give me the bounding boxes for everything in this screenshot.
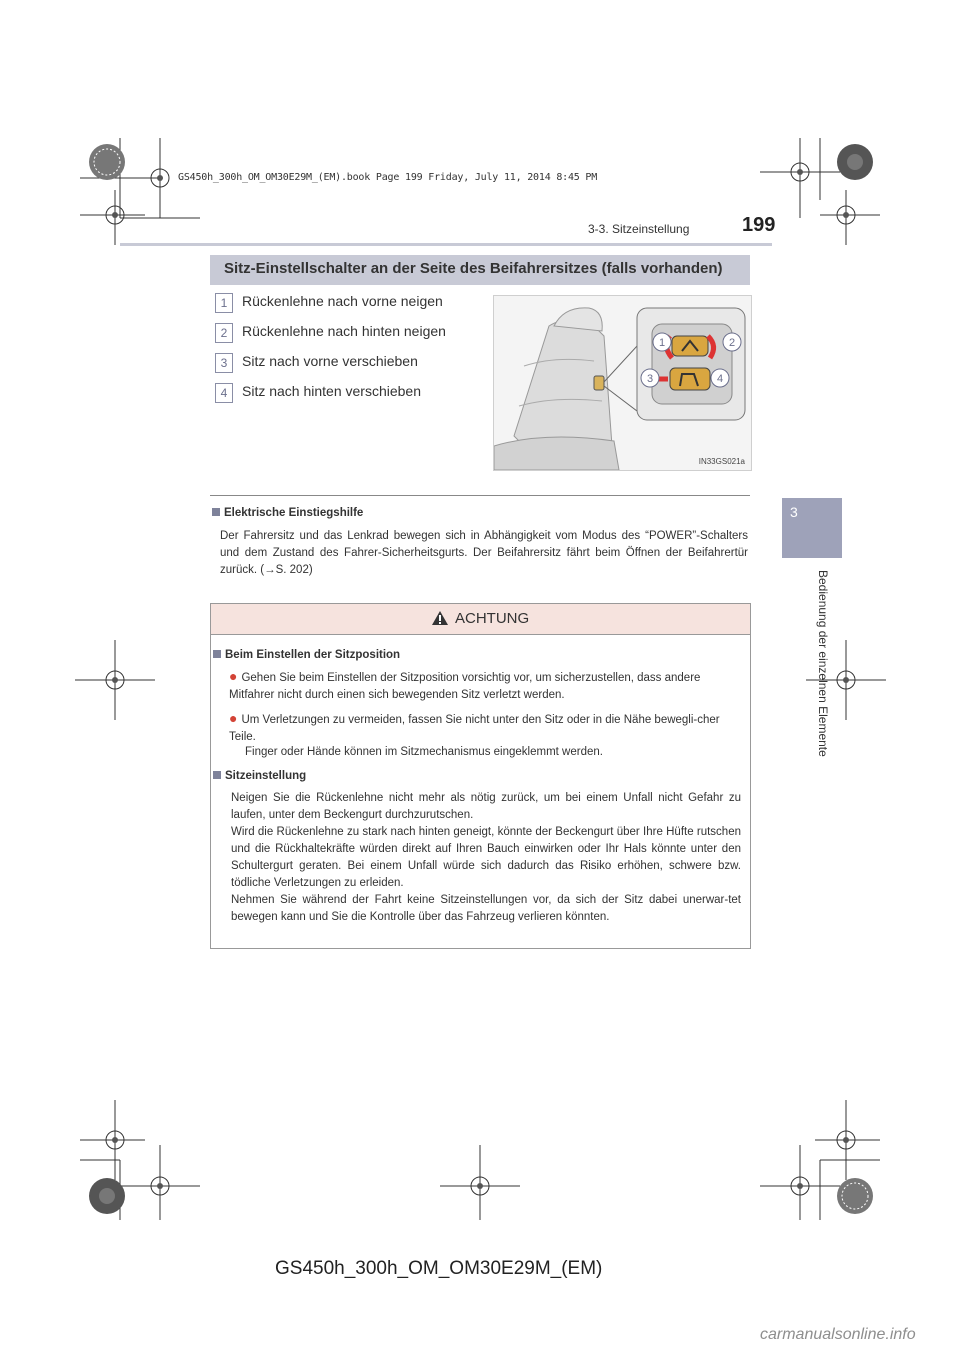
chapter-side-label: [812, 570, 832, 770]
warning-bullet-continuation: Finger oder Hände können im Sitzmechanismus eingeklemmt werden.: [245, 746, 603, 758]
section-subheading: [210, 255, 750, 285]
square-bullet-icon: [212, 508, 220, 516]
note-title: Elektrische Einstiegshilfe: [212, 507, 363, 519]
chapter-tab[interactable]: [782, 498, 842, 558]
divider: [210, 495, 750, 496]
figure-label: 4: [716, 373, 724, 385]
section-title: 3-3. Sitzeinstellung: [588, 222, 690, 236]
header-rule: [120, 243, 772, 246]
chapter-title: Bedienung der einzelnen Elemente: [816, 570, 830, 757]
seat-drawing: [494, 296, 751, 470]
warning-heading: ACHTUNG: [455, 610, 530, 627]
item-number: 4: [215, 383, 233, 403]
note-text: Der Fahrersitz und das Lenkrad bewegen sich in Abhängigkeit vom Modus des “POWER”-Schalters und dem Zustand des Fahrer-Sicherheitsgurts. Der Beifahrersitz fährt beim Öffnen der Beifahrertür zurück. (→S. 202): [220, 530, 748, 576]
warning-paragraph: Nehmen Sie während der Fahrt keine Sitzeinstellungen vor, da sich der Sitz dabei unerwar-tet bewegen kann und Sie die Kontrolle über das Fahrzeug verlieren könnten.: [231, 894, 741, 923]
figure-label: 3: [646, 373, 654, 385]
footer-model-code: GS450h_300h_OM_OM30E29M_(EM): [275, 1258, 603, 1279]
bullet-dot-icon: ●: [229, 668, 238, 684]
item-text: Rückenlehne nach hinten neigen: [242, 323, 446, 339]
seat-switch-illustration: [493, 295, 752, 471]
item-number: 1: [215, 293, 233, 313]
subheading-text: Sitz-Einstellschalter an der Seite des Beifahrersitzes (falls vorhanden): [224, 260, 723, 277]
item-number: 3: [215, 353, 233, 373]
item-text: Rückenlehne nach vorne neigen: [242, 293, 443, 309]
warning-header: [211, 604, 750, 635]
figure-label: 1: [658, 337, 666, 349]
warning-box: [210, 603, 751, 949]
warning-bullet: ● Um Verletzungen zu vermeiden, fassen Sie nicht unter den Sitz oder in die Nähe bewegli-cher Teile.: [229, 710, 720, 743]
warning-section-title: Sitzeinstellung: [213, 768, 713, 785]
warning-paragraph: Wird die Rückenlehne zu stark nach hinten geneigt, könnte der Beckengurt über Ihre Hüfte rutschen und die Rückhaltekräfte würden direkt auf Ihren Bauch einwirken oder Ihr Hals könnte unter den Schultergurt geraten. Bei einem Unfall würde sich dadurch das Risiko erhöhen, schwere bzw. tödliche Verletzungen zu erleiden.: [231, 826, 741, 889]
warning-section-title: Beim Einstellen der Sitzposition: [213, 647, 713, 664]
chapter-number: 3: [790, 504, 798, 520]
item-number: 2: [215, 323, 233, 343]
item-text: Sitz nach hinten verschieben: [242, 383, 421, 399]
figure-label: 2: [728, 337, 736, 349]
watermark: carmanualsonline.info: [760, 1326, 916, 1343]
square-bullet-icon: [213, 771, 221, 779]
page-number: 199: [742, 214, 776, 236]
figure-code: IN33GS021a: [698, 457, 745, 466]
bullet-dot-icon: ●: [229, 710, 238, 726]
item-text: Sitz nach vorne verschieben: [242, 353, 418, 369]
warning-bullet: ● Gehen Sie beim Einstellen der Sitzposition vorsichtig vor, um sicherzustellen, dass andere Mitfahrer nicht durch einen sich bewegenden Sitz verletzt werden.: [229, 668, 701, 701]
warning-paragraph: Neigen Sie die Rückenlehne nicht mehr als nötig zurück, um bei einem Unfall nicht Gefahr zu laufen, unter dem Beckengurt durchzurutschen.: [231, 792, 741, 821]
square-bullet-icon: [213, 650, 221, 658]
warning-triangle-icon: [431, 610, 449, 626]
print-header-line: GS450h_300h_OM_OM30E29M_(EM).book Page 199 Friday, July 11, 2014 8:45 PM: [178, 172, 598, 183]
